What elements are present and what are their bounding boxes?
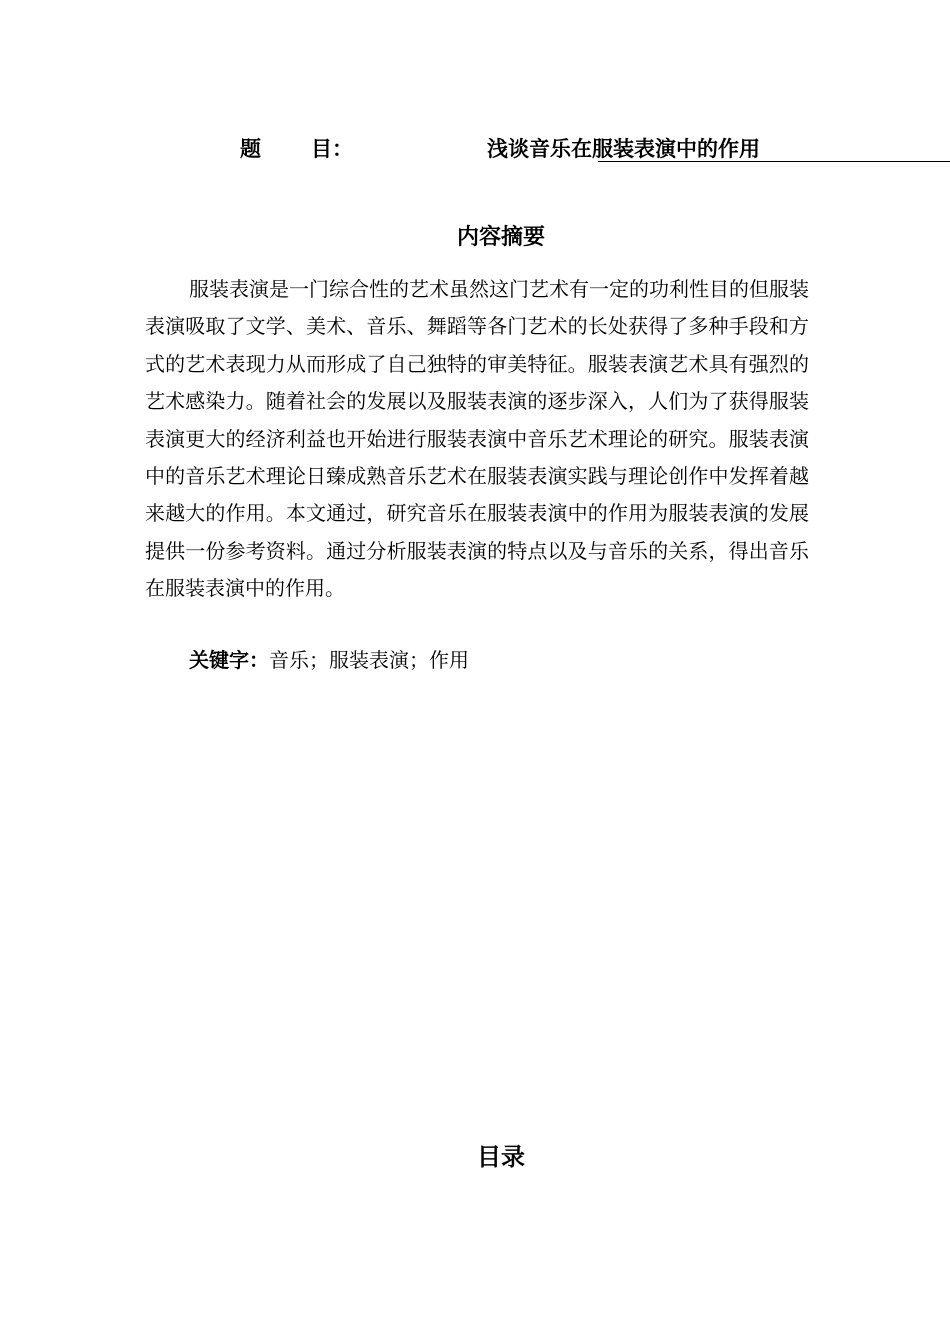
title-label <box>240 133 353 165</box>
title-line <box>240 133 760 165</box>
toc-heading: 目录 <box>477 1143 525 1171</box>
keywords-value: 音乐；服装表演；作用 <box>269 648 469 672</box>
keywords-line <box>189 645 469 675</box>
abstract-heading: 内容摘要 <box>456 225 545 250</box>
abstract-body: 服装表演是一门综合性的艺术虽然这门艺术有一定的功利性目的但服装表演吸取了文学、美术、音乐、舞蹈等各门艺术的长处获得了多种手段和方式的艺术表现力从而形成了自己独特的审美特征。服装表演艺术具有强烈的艺术感染力。随着社会的发展以及服装表演的逐步深入，人们为了获得服装表演更大的经济利益也开始进行服装表演中音乐艺术理论的研究。服装表演中的音乐艺术理论日臻成熟音乐艺术在服装表演实践与理论创作中发挥着越来越大的作用。本文通过，研究音乐在服装表演中的作用为服装表演的发展提供一份参考资料。通过分析服装表演的特点以及与音乐的关系，得出音乐在服装表演中的作用。 <box>145 277 809 601</box>
title-label-first: 题 <box>240 137 261 161</box>
document-title: 浅谈音乐在服装表演中的作用 <box>487 137 760 161</box>
title-label-second: 目： <box>311 137 353 161</box>
keywords-label: 关键字： <box>189 648 269 672</box>
